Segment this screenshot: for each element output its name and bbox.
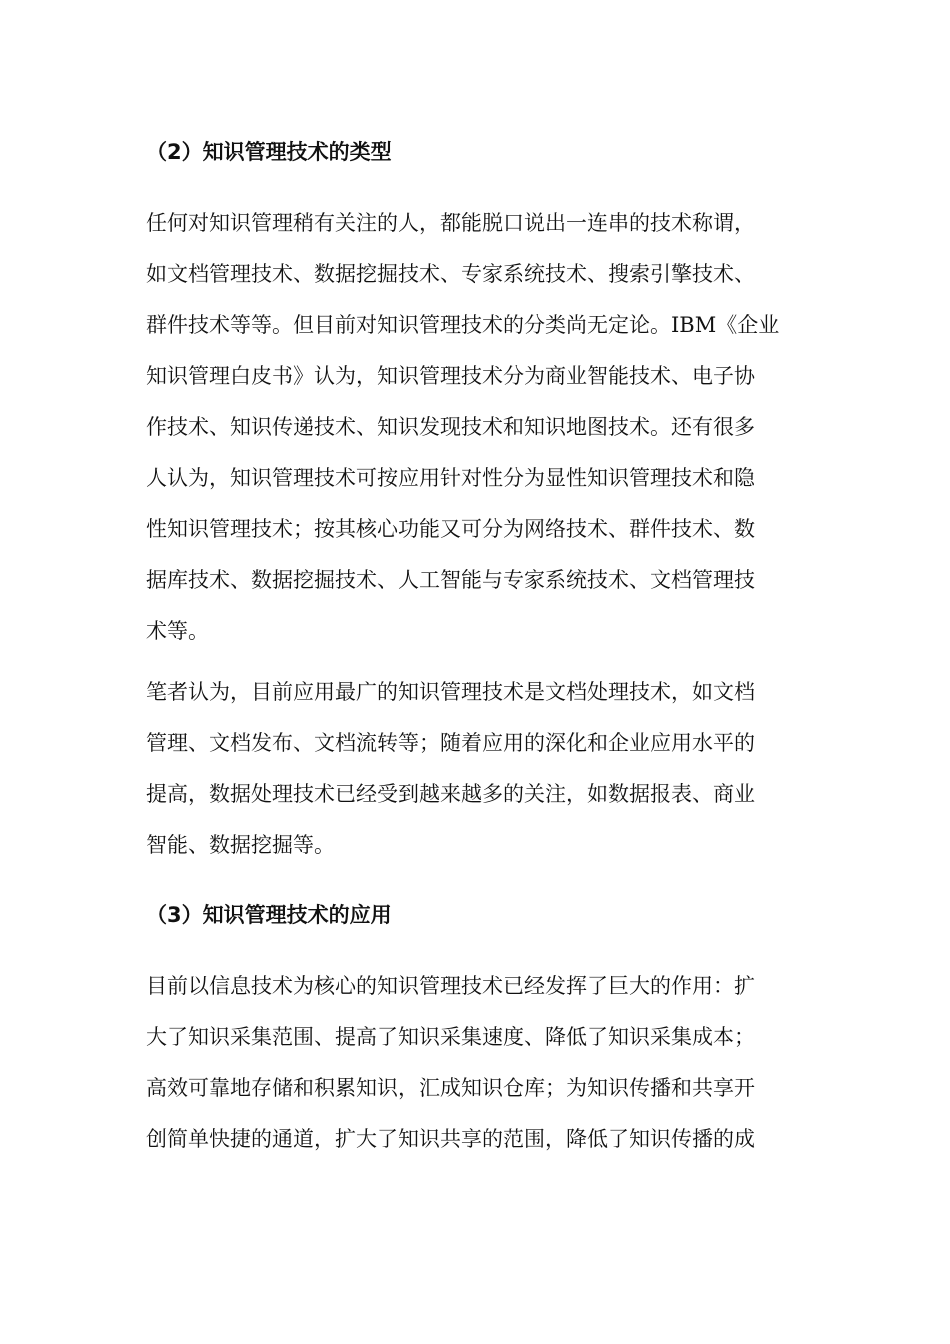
text-line: 创简单快捷的通道，扩大了知识共享的范围，降低了知识传播的成 xyxy=(146,1127,755,1151)
text-line: 群件技术等等。但目前对知识管理技术的分类尚无定论。IBM《企业 xyxy=(146,313,780,337)
text-line: 提高，数据处理技术已经受到越来越多的关注，如数据报表、商业 xyxy=(146,782,755,806)
text-line: 术等。 xyxy=(146,619,209,643)
text-line: 作技术、知识传递技术、知识发现技术和知识地图技术。还有很多 xyxy=(146,415,755,439)
text-line: 笔者认为，目前应用最广的知识管理技术是文档处理技术，如文档 xyxy=(146,680,755,704)
text-line: 管理、文档发布、文档流转等；随着应用的深化和企业应用水平的 xyxy=(146,731,755,755)
text-line: 目前以信息技术为核心的知识管理技术已经发挥了巨大的作用：扩 xyxy=(146,974,755,998)
text-line: 智能、数据挖掘等。 xyxy=(146,833,335,857)
section-heading-applications: （3）知识管理技术的应用 xyxy=(146,903,392,927)
text-line: 性知识管理技术；按其核心功能又可分为网络技术、群件技术、数 xyxy=(146,517,755,541)
paragraph-author-view xyxy=(146,667,806,871)
text-line: 据库技术、数据挖掘技术、人工智能与专家系统技术、文档管理技 xyxy=(146,568,755,592)
section-heading-types: （2）知识管理技术的类型 xyxy=(146,140,392,164)
text-line: 人认为，知识管理技术可按应用针对性分为显性知识管理技术和隐 xyxy=(146,466,755,490)
text-line: 大了知识采集范围、提高了知识采集速度、降低了知识采集成本； xyxy=(146,1025,755,1049)
text-line: 知识管理白皮书》认为，知识管理技术分为商业智能技术、电子协 xyxy=(146,364,755,388)
text-line: 任何对知识管理稍有关注的人，都能脱口说出一连串的技术称谓， xyxy=(146,211,755,235)
paragraph-types-overview xyxy=(146,198,806,657)
text-line: 如文档管理技术、数据挖掘技术、专家系统技术、搜索引擎技术、 xyxy=(146,262,755,286)
text-line: 高效可靠地存储和积累知识，汇成知识仓库；为知识传播和共享开 xyxy=(146,1076,755,1100)
paragraph-applications xyxy=(146,961,806,1165)
